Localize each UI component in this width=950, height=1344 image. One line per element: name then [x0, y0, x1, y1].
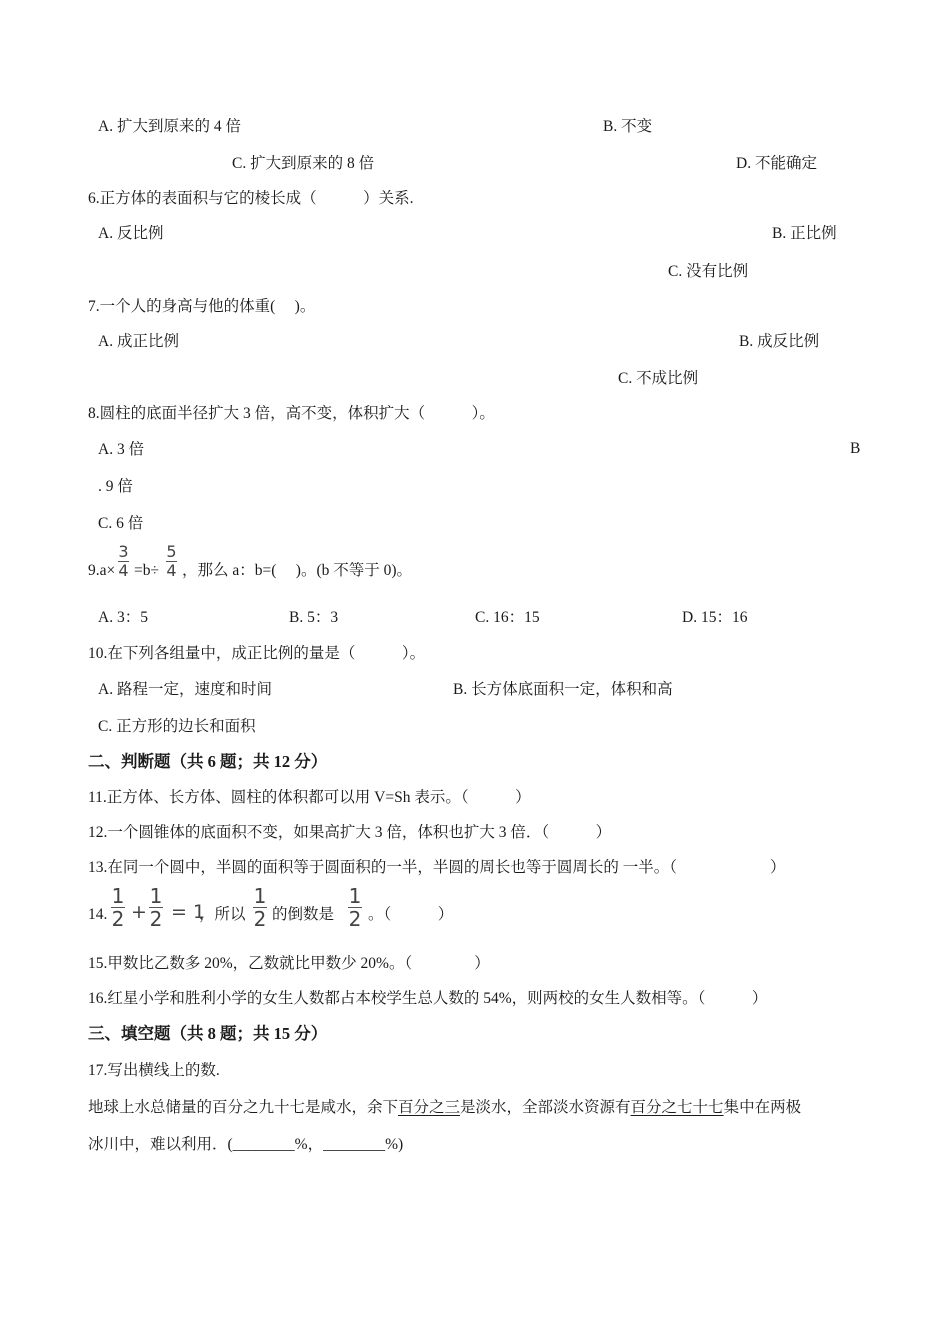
q14-prefix: 14. [88, 906, 108, 923]
q14-equals: = 1 [171, 901, 206, 923]
q8-option-a: A. 3 倍 [98, 441, 145, 458]
q5-option-b: B. 不变 [603, 118, 653, 135]
q9-mid: =b÷ [134, 562, 159, 579]
fraction-numerator: 1 [149, 884, 163, 908]
q7-option-c: C. 不成比例 [618, 370, 699, 387]
q17-text-a: 地球上水总储量的百分之九十七是咸水，余下 [88, 1099, 399, 1116]
fraction-numerator: 1 [111, 884, 125, 908]
fraction-denominator: 2 [149, 907, 163, 931]
q9-prefix: 9.a× [88, 562, 116, 579]
q17-passage-line2: 冰川中，难以利用．(________%，________%) [88, 1136, 404, 1153]
q5-option-d: D. 不能确定 [736, 155, 817, 172]
q6-option-a: A. 反比例 [98, 225, 164, 242]
q7-option-b: B. 成反比例 [739, 333, 820, 350]
q6-stem: 6.正方体的表面积与它的棱长成（ ）关系. [88, 190, 414, 207]
q17-stem: 17.写出横线上的数. [88, 1062, 220, 1079]
q8-option-b-rest: . 9 倍 [98, 478, 133, 495]
q17-underlined-2: 百分之七十七 [630, 1099, 724, 1116]
q8-stem: 8.圆柱的底面半径扩大 3 倍，高不变，体积扩大（ ）。 [88, 405, 495, 422]
q10-option-b: B. 长方体底面积一定，体积和高 [453, 681, 673, 698]
q8-option-b-letter: B [850, 440, 861, 457]
q13: 13.在同一个圆中，半圆的面积等于圆面积的一半，半圆的周长也等于圆周长的 一半。（ ） [88, 859, 786, 876]
q9-fraction-5-4 [166, 544, 177, 579]
q8-option-c: C. 6 倍 [98, 515, 144, 532]
q14-fraction-1 [111, 886, 125, 929]
fraction-denominator: 2 [111, 907, 125, 931]
q14-plus: + [131, 901, 147, 923]
fraction-denominator: 4 [166, 561, 177, 580]
q7-option-a: A. 成正比例 [98, 333, 179, 350]
q15: 15.甲数比乙数多 20%，乙数就比甲数少 20%。（ ） [88, 955, 490, 972]
q14-fraction-4 [348, 886, 362, 929]
fraction-denominator: 2 [253, 907, 267, 931]
q17-text-b: 是淡水，全部淡水资源有 [460, 1099, 631, 1116]
q11: 11.正方体、长方体、圆柱的体积都可以用 V=Sh 表示。（ ） [88, 789, 531, 806]
q9-option-b: B. 5：3 [289, 609, 339, 626]
section2-title: 二、判断题（共 6 题；共 12 分） [88, 752, 328, 771]
q10-option-a: A. 路程一定，速度和时间 [98, 681, 272, 698]
q6-option-b: B. 正比例 [772, 225, 837, 242]
q9-option-a: A. 3：5 [98, 609, 148, 626]
q16: 16.红星小学和胜利小学的女生人数都占本校学生总人数的 54%，则两校的女生人数相等。（ ） [88, 990, 768, 1007]
section3-title: 三、填空题（共 8 题；共 15 分） [88, 1024, 328, 1043]
fraction-numerator: 3 [118, 542, 129, 561]
q12: 12.一个圆锥体的底面积不变，如果高扩大 3 倍，体积也扩大 3 倍．（ ） [88, 824, 612, 841]
q9-option-c: C. 16：15 [475, 609, 540, 626]
q10-option-c: C. 正方形的边长和面积 [98, 718, 256, 735]
q17-text-c: 集中在两极 [723, 1099, 802, 1116]
q9-fraction-3-4 [118, 544, 129, 579]
q14-end: 。（ ） [368, 906, 454, 923]
q10-stem: 10.在下列各组量中，成正比例的量是（ ）。 [88, 645, 426, 662]
fraction-numerator: 1 [253, 884, 267, 908]
q7-stem: 7.一个人的身高与他的体重( )。 [88, 298, 316, 315]
q14-mid1: ，所以 [199, 906, 246, 923]
q17-underlined-1: 百分之三 [398, 1099, 461, 1116]
q17-passage-line1 [88, 1098, 801, 1118]
q9-option-d: D. 15：16 [682, 609, 748, 626]
q6-option-c: C. 没有比例 [668, 263, 749, 280]
fraction-denominator: 4 [118, 561, 129, 580]
q9-suffix: ，那么 a：b=( )。(b 不等于 0)。 [182, 562, 413, 579]
q14-fraction-2 [149, 886, 163, 929]
fraction-numerator: 1 [348, 884, 362, 908]
q5-option-a: A. 扩大到原来的 4 倍 [98, 118, 241, 135]
q14-fraction-3 [253, 886, 267, 929]
q14-mid2: 的倒数是 [272, 906, 335, 923]
fraction-denominator: 2 [348, 907, 362, 931]
q5-option-c: C. 扩大到原来的 8 倍 [232, 155, 375, 172]
fraction-numerator: 5 [166, 542, 177, 561]
